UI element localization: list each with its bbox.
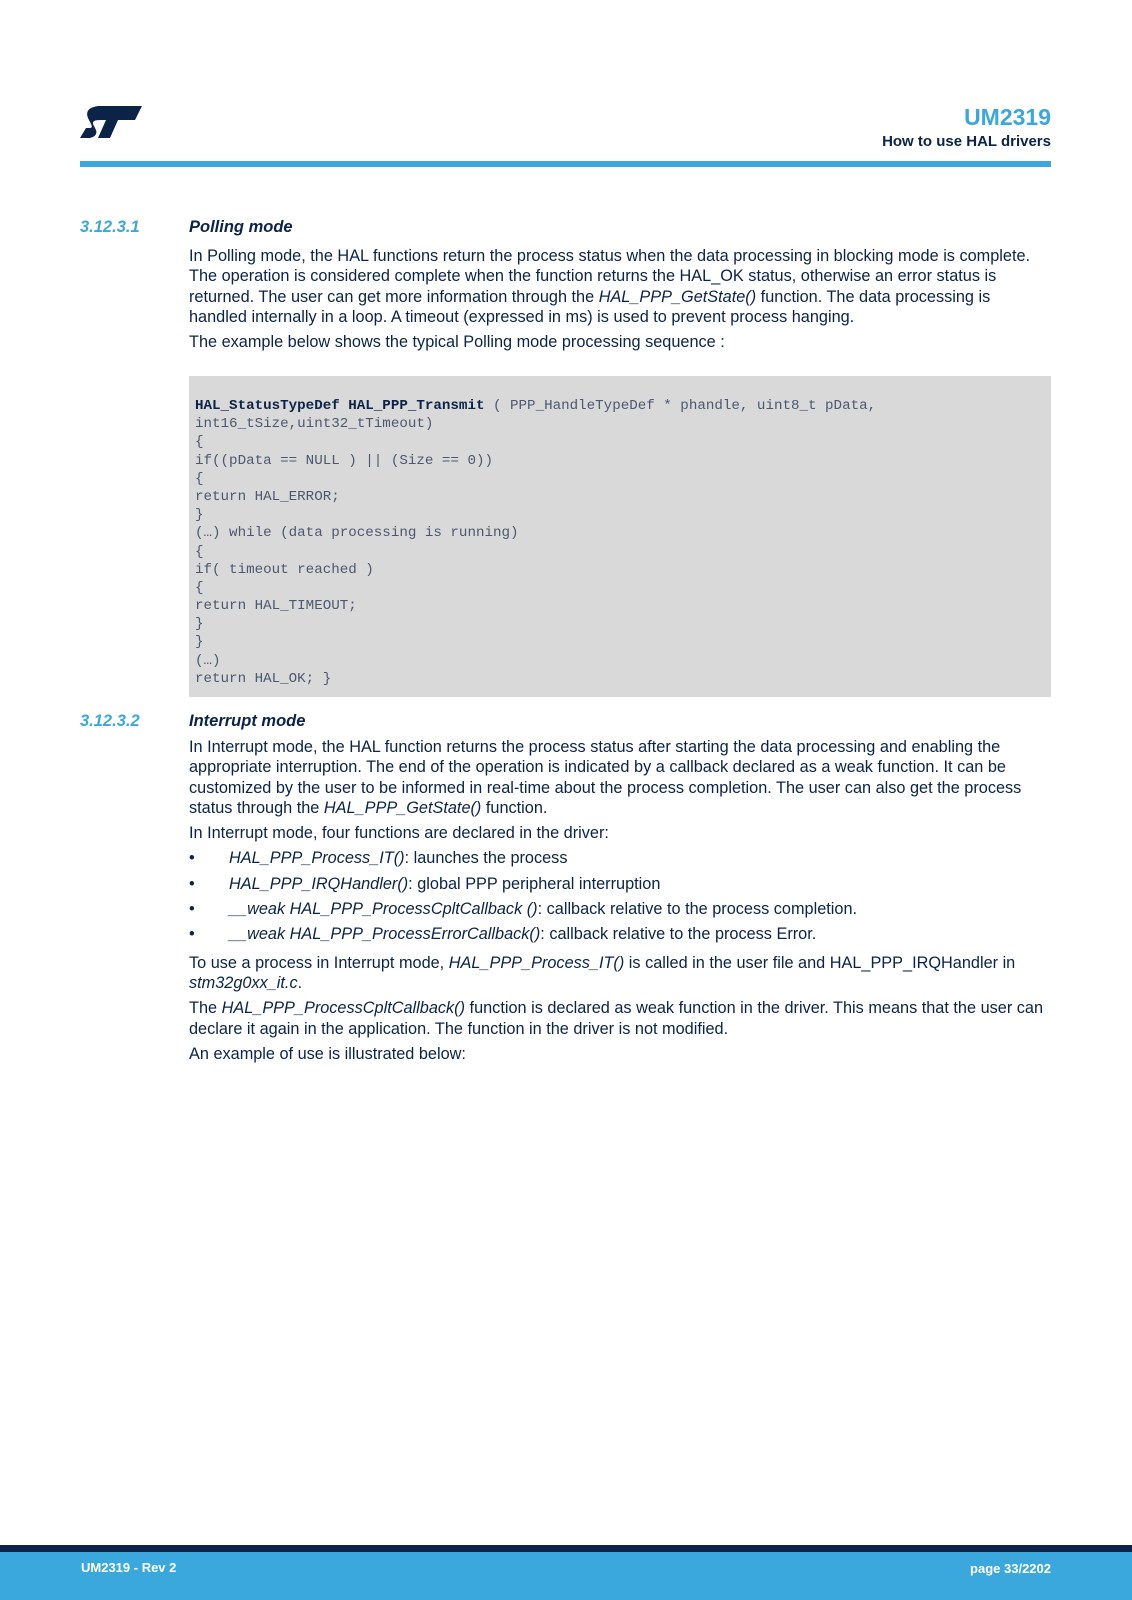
- section-number-interrupt: 3.12.3.2: [80, 712, 140, 730]
- interrupt-paragraph-3: [189, 953, 1051, 994]
- text-run: : global PPP peripheral interruption: [408, 874, 661, 893]
- function-name: __weak HAL_PPP_ProcessCpltCallback (): [229, 900, 538, 919]
- code-line: if((pData == NULL ) || (Size == 0)): [195, 452, 493, 469]
- function-list: [189, 848, 1051, 944]
- section-title-interrupt: Interrupt mode: [189, 712, 306, 730]
- code-line: return HAL_OK; }: [195, 670, 332, 687]
- code-line: (…) while (data processing is running): [195, 525, 519, 542]
- text-run: The: [189, 999, 222, 1018]
- text-run: : callback relative to the process Error.: [540, 925, 817, 944]
- text-run: In Interrupt mode, the HAL function returns the process status after starting the data processing and enabling the appropriate interruption. The end of the operation is indicated by a callback declared as a weak function. It can be customized by the user to be informed in real-time about the process completion. The user can also get the process status through the: [189, 738, 1022, 817]
- text-run: function. The data processing is handled internally in a loop. A timeout (expressed in ms) is used to prevent process hanging.: [189, 287, 991, 326]
- code-signature-args: ( PPP_HandleTypeDef * phandle, uint8_t pData,: [484, 398, 877, 414]
- code-signature: HAL_StatusTypeDef HAL_PPP_Transmit: [195, 398, 485, 414]
- function-name: HAL_PPP_GetState(): [598, 287, 757, 306]
- function-name: HAL_PPP_ProcessCpltCallback(): [221, 999, 466, 1018]
- polling-paragraph-2: The example below shows the typical Polling mode processing sequence :: [189, 333, 725, 352]
- code-line: return HAL_ERROR;: [195, 488, 340, 505]
- text-run: To use a process in Interrupt mode,: [189, 953, 449, 972]
- code-block: [189, 376, 1051, 697]
- interrupt-paragraph-5: An example of use is illustrated below:: [189, 1044, 466, 1063]
- list-item: [189, 924, 1051, 944]
- interrupt-paragraph-2: In Interrupt mode, four functions are declared in the driver:: [189, 824, 609, 843]
- function-name: __weak HAL_PPP_ProcessErrorCallback(): [229, 925, 541, 944]
- section-title-polling: Polling mode: [189, 218, 293, 236]
- bullet-icon: •: [189, 900, 195, 919]
- footer-revision: UM2319 - Rev 2: [81, 1560, 177, 1575]
- text-run: : callback relative to the process completion.: [537, 900, 858, 919]
- text-run: In Polling mode, the HAL functions return the process status when the data processing in blocking mode is complete. The operation is considered complete when the function returns the HAL_OK status, otherwise an error status is returned. The user can get more information through the: [189, 247, 1031, 306]
- interrupt-paragraph-4: [189, 998, 1051, 1039]
- file-name: stm32g0xx_it.c: [189, 973, 298, 992]
- code-line: }: [195, 507, 204, 524]
- bullet-icon: •: [189, 925, 195, 944]
- code-line: int16_tSize,uint32_tTimeout): [195, 416, 434, 433]
- code-line: }: [195, 634, 204, 651]
- text-run: function.: [481, 798, 548, 817]
- function-name: HAL_PPP_GetState(): [323, 798, 482, 817]
- text-run: .: [297, 973, 303, 992]
- footer-rule: [0, 1545, 1132, 1552]
- footer-page-number: page 33/2202: [970, 1561, 1051, 1576]
- function-name: HAL_PPP_Process_IT(): [229, 849, 405, 868]
- document-id: UM2319: [964, 104, 1051, 130]
- section-number-polling: 3.12.3.1: [80, 218, 140, 236]
- code-line: if( timeout reached ): [195, 561, 374, 578]
- function-name: HAL_PPP_IRQHandler(): [229, 874, 409, 893]
- bullet-icon: •: [189, 874, 195, 893]
- code-line: {: [195, 470, 204, 487]
- code-line: [195, 397, 876, 415]
- bullet-icon: •: [189, 849, 195, 868]
- code-line: {: [195, 543, 204, 560]
- code-line: {: [195, 579, 204, 596]
- code-listing: [195, 397, 876, 688]
- code-line: }: [195, 616, 204, 633]
- list-item: [189, 874, 1051, 894]
- polling-paragraph-1: [189, 246, 1051, 327]
- list-item: [189, 899, 1051, 919]
- interrupt-body: [189, 737, 1051, 1069]
- text-run: function is declared as weak function in the driver. This means that the user can declare it again in the application. The function in the driver is not modified.: [189, 999, 1044, 1038]
- header-rule: [80, 161, 1051, 167]
- function-name: HAL_PPP_Process_IT(): [448, 953, 625, 972]
- text-run: : launches the process: [404, 849, 568, 868]
- interrupt-paragraph-1: [189, 737, 1051, 818]
- st-logo: [80, 106, 142, 142]
- document-subtitle: How to use HAL drivers: [882, 133, 1051, 150]
- code-line: return HAL_TIMEOUT;: [195, 598, 357, 615]
- polling-body: [189, 246, 1051, 357]
- code-line: {: [195, 434, 204, 451]
- text-run: is called in the user file and HAL_PPP_IRQHandler in: [624, 953, 1016, 972]
- list-item: [189, 848, 1051, 868]
- code-line: (…): [195, 652, 221, 669]
